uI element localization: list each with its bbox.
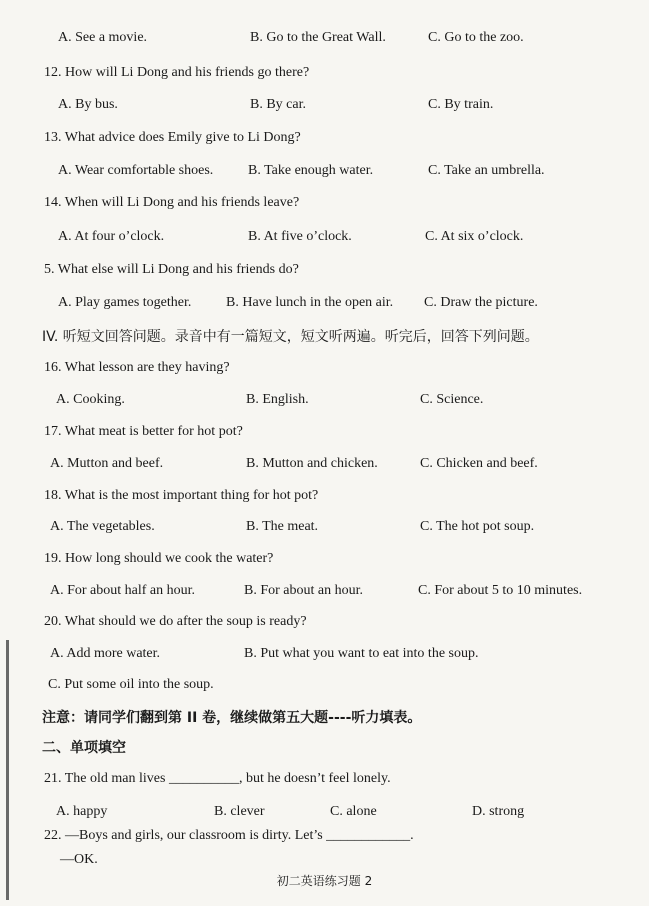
q12-question: 12. How will Li Dong and his friends go there? — [44, 65, 310, 80]
q19-options — [0, 579, 649, 603]
page-footer: 初二英语练习题 2 — [276, 874, 373, 888]
q20-options-row1 — [0, 642, 649, 666]
q11-option-b: B. Go to the Great Wall. — [250, 30, 386, 45]
q15-question-line — [0, 258, 649, 282]
q11-options — [0, 26, 649, 50]
q14-option-b: B. At five o’clock. — [248, 229, 352, 244]
q13-question-line — [0, 126, 649, 150]
q20-question: 20. What should we do after the soup is ready? — [44, 614, 307, 629]
q12-option-a: A. By bus. — [58, 97, 118, 112]
q11-option-c: C. Go to the zoo. — [428, 30, 524, 45]
q14-options — [0, 225, 649, 249]
q14-question: 14. When will Li Dong and his friends leave? — [44, 195, 300, 210]
section-2-heading-line — [0, 736, 649, 760]
q14-option-c: C. At six o’clock. — [425, 229, 524, 244]
q15-option-a: A. Play games together. — [58, 295, 192, 310]
q13-question: 13. What advice does Emily give to Li Dong? — [44, 130, 301, 145]
q17-question: 17. What meat is better for hot pot? — [44, 424, 243, 439]
q15-question: 5. What else will Li Dong and his friends do? — [44, 262, 299, 277]
notice-line — [0, 706, 649, 730]
q18-option-c: C. The hot pot soup. — [420, 519, 535, 534]
q22-question: 22. —Boys and girls, our classroom is dirty. Let’s ____________. — [44, 828, 414, 843]
q11-option-a: A. See a movie. — [58, 30, 148, 45]
q18-question: 18. What is the most important thing for hot pot? — [44, 488, 319, 503]
q19-option-c: C. For about 5 to 10 minutes. — [418, 583, 583, 598]
q18-option-a: A. The vegetables. — [50, 519, 155, 534]
q19-question: 19. How long should we cook the water? — [44, 551, 274, 566]
q21-option-d: D. strong — [472, 804, 525, 819]
q14-option-a: A. At four o’clock. — [58, 229, 165, 244]
q22-reply: —OK. — [60, 852, 98, 867]
q20-option-c: C. Put some oil into the soup. — [48, 677, 214, 692]
q12-option-b: B. By car. — [250, 97, 306, 112]
q17-option-b: B. Mutton and chicken. — [246, 456, 378, 471]
q20-option-b: B. Put what you want to eat into the soup. — [244, 646, 479, 661]
section-4-heading-line — [0, 325, 649, 349]
q16-question: 16. What lesson are they having? — [44, 360, 230, 375]
q17-options — [0, 452, 649, 476]
q12-question-line — [0, 61, 649, 85]
q12-options — [0, 93, 649, 117]
q19-option-b: B. For about an hour. — [244, 583, 363, 598]
q17-option-c: C. Chicken and beef. — [420, 456, 538, 471]
q21-options — [0, 800, 649, 824]
q19-question-line — [0, 547, 649, 571]
q16-option-a: A. Cooking. — [56, 392, 125, 407]
q20-option-a: A. Add more water. — [50, 646, 161, 661]
notice-text: 注意：请同学们翻到第 II 卷，继续做第五大题----听力填表。 — [42, 710, 422, 726]
q16-options — [0, 388, 649, 412]
q21-question: 21. The old man lives __________, but he doesn’t feel lonely. — [44, 771, 391, 786]
q18-options — [0, 515, 649, 539]
section-2-heading: 二、单项填空 — [42, 740, 126, 756]
q21-option-c: C. alone — [330, 804, 377, 819]
q12-option-c: C. By train. — [428, 97, 494, 112]
q13-option-b: B. Take enough water. — [248, 163, 374, 178]
q18-option-b: B. The meat. — [246, 519, 319, 534]
q20-options-row2 — [0, 673, 649, 697]
q14-question-line — [0, 191, 649, 215]
q20-question-line — [0, 610, 649, 634]
q15-options — [0, 291, 649, 315]
q17-option-a: A. Mutton and beef. — [50, 456, 164, 471]
q15-option-b: B. Have lunch in the open air. — [226, 295, 394, 310]
q19-option-a: A. For about half an hour. — [50, 583, 196, 598]
q16-option-b: B. English. — [246, 392, 309, 407]
q13-option-c: C. Take an umbrella. — [428, 163, 545, 178]
q21-option-b: B. clever — [214, 804, 265, 819]
q13-option-a: A. Wear comfortable shoes. — [58, 163, 214, 178]
section-4-heading: IV. 听短文回答问题。录音中有一篇短文，短文听两遍。听完后，回答下列问题。 — [42, 329, 539, 345]
q18-question-line — [0, 484, 649, 508]
q15-option-c: C. Draw the picture. — [424, 295, 538, 310]
q21-option-a: A. happy — [56, 804, 108, 819]
q16-question-line — [0, 356, 649, 380]
q13-options — [0, 159, 649, 183]
q21-question-line — [0, 767, 649, 791]
q22-reply-line — [0, 848, 649, 872]
q16-option-c: C. Science. — [420, 392, 484, 407]
q17-question-line — [0, 420, 649, 444]
q22-question-line — [0, 824, 649, 848]
